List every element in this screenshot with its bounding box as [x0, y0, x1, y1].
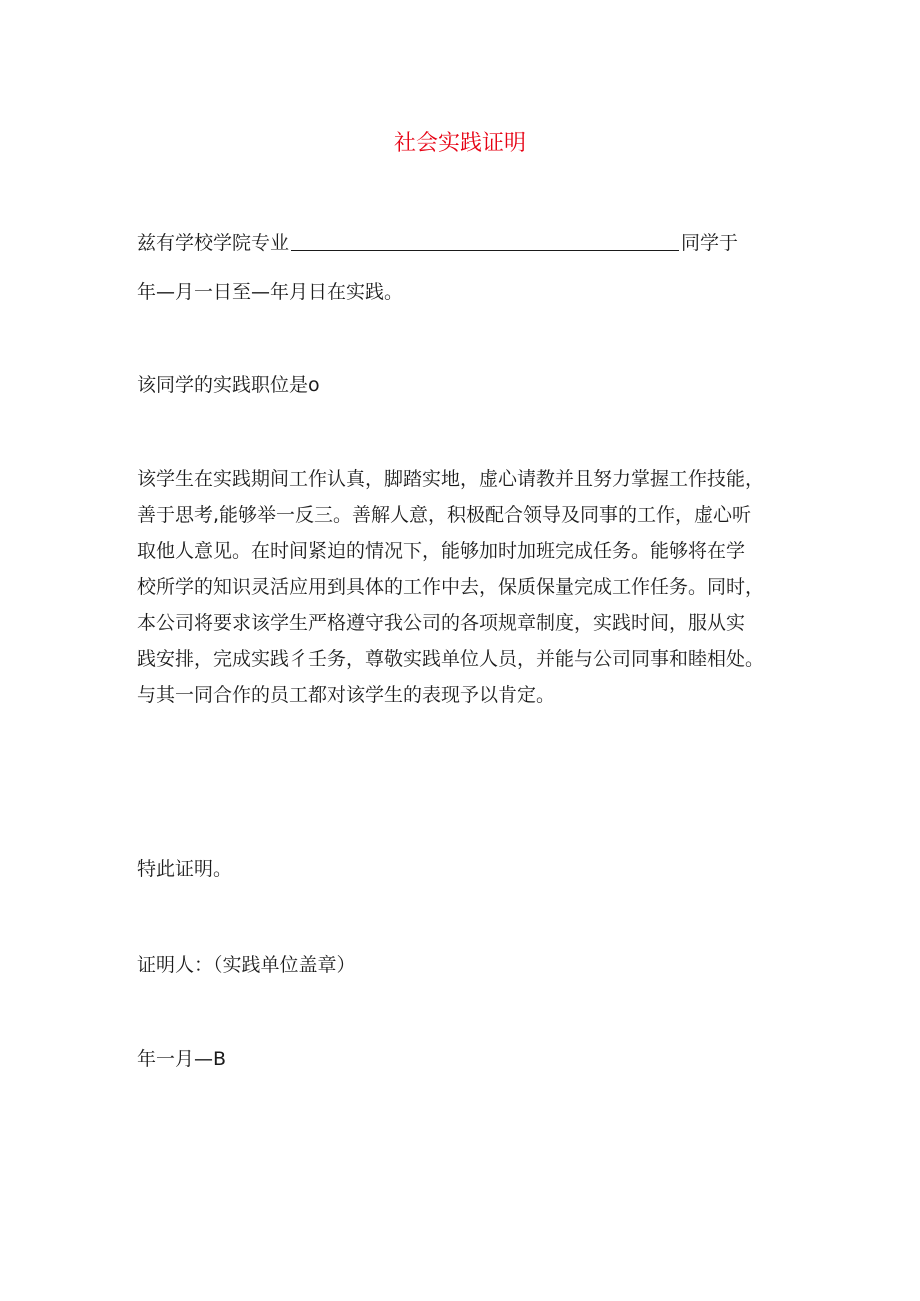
body-line: 践安排，完成实践彳壬务，尊敬实践单位人员，并能与公司同事和睦相处。 — [137, 648, 765, 670]
body-paragraph — [137, 464, 807, 716]
intro-line-2: 年—月一日至—年月日在实践。 — [137, 281, 404, 303]
intro-line-1-suffix: 同学于 — [681, 232, 739, 254]
date-line: 年一月—B — [137, 1048, 227, 1070]
body-line: 本公司将要求该学生严格遵守我公司的各项规章制度，实践时间，服从实 — [137, 612, 746, 634]
body-line: 与其一同合作的员工都对该学生的表现予以肯定。 — [137, 684, 556, 706]
body-line: 校所学的知识灵活应用到具体的工作中去，保质保量完成工作任务。同时， — [137, 576, 765, 598]
body-line: 善于思考,能够举一反三。善解人意，积极配合领导及同事的工作，虚心听 — [137, 504, 752, 526]
body-line: 该学生在实践期间工作认真，脚踏实地，虚心请教并且努力掌握工作技能， — [137, 468, 765, 490]
signer-line: 证明人：（实践单位盖章） — [137, 954, 356, 976]
position-line: 该同学的实践职位是o — [137, 374, 320, 396]
intro-line-1 — [137, 228, 738, 258]
intro-line-1-prefix: 兹有学校学院专业 — [137, 232, 290, 254]
blank-underline — [291, 228, 679, 251]
body-line: 取他人意见。在时间紧迫的情况下，能够加时加班完成任务。能够将在学 — [137, 540, 746, 562]
document-title: 社会实践证明 — [393, 131, 526, 156]
closing-line: 特此证明。 — [137, 858, 233, 880]
